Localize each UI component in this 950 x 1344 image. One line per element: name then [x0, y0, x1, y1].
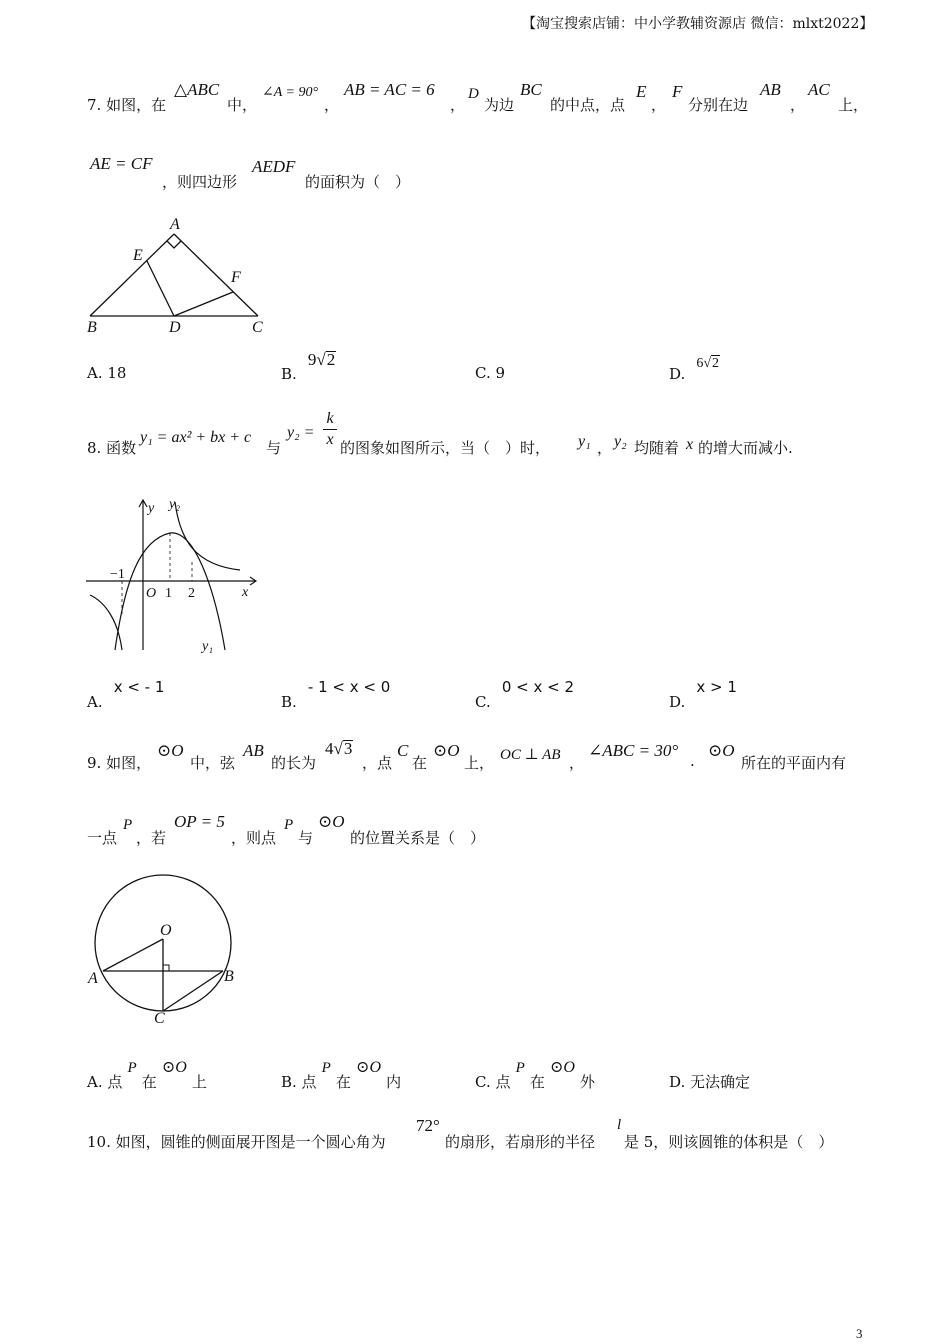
q7-text: 为边	[484, 96, 515, 114]
option-label: C. 点	[475, 1073, 511, 1091]
option-text: 外	[580, 1073, 596, 1091]
option-value: - 1 < x < 0	[307, 678, 391, 696]
label-E: E	[133, 247, 143, 264]
option-text: 在	[335, 1073, 351, 1091]
q7-option-a[interactable]: A. 18	[87, 364, 127, 382]
q7-option-b[interactable]: B. 9√2	[281, 350, 336, 383]
q9-text: 的长为	[271, 754, 317, 772]
label-B: B	[87, 319, 97, 336]
option-text: 内	[386, 1073, 402, 1091]
q7-text: 上，	[838, 96, 869, 114]
label-C: C	[252, 319, 263, 336]
q9-circle-O: ⊙O	[157, 741, 184, 760]
option-value: 6	[696, 356, 704, 371]
radicand: 3	[343, 739, 353, 758]
label-minus1: −1	[110, 567, 125, 582]
q9-circle-O: ⊙O	[708, 741, 735, 760]
label-F: F	[231, 269, 241, 286]
q7-BC: BC	[520, 80, 542, 99]
option-O: ⊙O	[356, 1059, 381, 1076]
option-text: 在	[529, 1073, 545, 1091]
q9-text: 与	[298, 829, 314, 847]
label-2: 2	[188, 586, 195, 601]
q7-text: ，	[651, 96, 667, 114]
q8-option-d[interactable]	[669, 677, 737, 711]
q9-option-b[interactable]	[281, 1056, 402, 1091]
q8-number: 8. 函数	[87, 439, 137, 457]
q7-point-F: F	[672, 82, 683, 101]
q7-text: ，	[790, 96, 806, 114]
option-text: 在	[141, 1073, 157, 1091]
q9-circle-O: ⊙O	[318, 812, 345, 831]
q7-text: ，则四边形	[162, 173, 238, 191]
q9-text: ，则点	[231, 829, 277, 847]
label-y1: y₁	[202, 639, 214, 654]
q7-triangle-figure	[80, 212, 280, 342]
q9-option-d[interactable]: D. 无法确定	[669, 1073, 751, 1091]
option-value: x < - 1	[113, 678, 165, 696]
q9-text: 一点	[87, 829, 118, 847]
radicand: 2	[326, 350, 336, 369]
hyperbola-y2-right	[175, 502, 240, 570]
q7-option-d[interactable]: D. 6√2	[669, 356, 720, 383]
coef: 4	[325, 739, 334, 758]
q8-fraction	[323, 410, 337, 449]
page-header: 【淘宝搜索店铺：中小学教辅资源店 微信：mlxt2022】	[522, 16, 874, 32]
segment-ED	[147, 261, 174, 316]
q7-AC: AC	[808, 80, 830, 99]
label-A: A	[170, 216, 180, 233]
radicand: 2	[712, 356, 720, 371]
numerator: k	[326, 410, 334, 427]
q7-number: 7. 如图，在	[87, 96, 167, 114]
q9-P: P	[284, 817, 294, 833]
q7-point-E: E	[636, 82, 647, 101]
page-number: 3	[856, 1326, 863, 1341]
option-value: 0 < x < 2	[501, 678, 574, 696]
q10-angle: 72°	[416, 1116, 440, 1135]
q7-text: 的中点，点	[550, 96, 626, 114]
segment-DF	[174, 292, 233, 316]
q8-function-y1: y₁ = ax² + bx + c	[140, 429, 252, 446]
q9-P: P	[123, 817, 133, 833]
q9-angle: ∠ABC = 30°	[588, 741, 679, 760]
option-P: P	[127, 1060, 137, 1076]
q9-circle-O: ⊙O	[433, 741, 460, 760]
q8-y1: y₁	[578, 433, 591, 450]
q9-option-a[interactable]	[87, 1056, 207, 1091]
q7-text: 分别在边	[688, 96, 749, 114]
label-B: B	[224, 968, 234, 985]
option-value: x > 1	[696, 678, 737, 696]
q9-text: ，	[569, 754, 585, 772]
right-angle-mark	[163, 965, 169, 971]
q7-option-c[interactable]: C. 9	[475, 364, 506, 382]
q7-text: ，	[450, 96, 466, 114]
label-y: y	[148, 501, 155, 516]
q8-x: x	[686, 436, 694, 453]
option-label: A. 点	[87, 1073, 123, 1091]
q8-option-a[interactable]	[87, 677, 165, 711]
q9-text: 所在的平面内有	[741, 754, 847, 772]
side-AB	[90, 234, 174, 316]
q7-equal-sides: AB = AC = 6	[344, 80, 435, 99]
q10-l: l	[617, 1117, 622, 1133]
q7-point-D: D	[468, 86, 479, 102]
q9-text: 上，	[464, 754, 495, 772]
q8-function-y2: y₂ =	[287, 424, 315, 441]
q8-option-b[interactable]	[281, 677, 391, 711]
q9-AB: AB	[243, 741, 264, 760]
q7-text: 中，	[227, 96, 258, 114]
right-angle-mark	[167, 241, 181, 248]
q9-perpendicular: OC ⊥ AB	[500, 747, 561, 763]
label-x: x	[242, 585, 249, 600]
option-label: D.	[669, 365, 686, 383]
side-AC	[174, 234, 258, 316]
q9-text: ，若	[136, 829, 167, 847]
q9-C: C	[397, 741, 409, 760]
q9-text: 中，弦	[190, 754, 236, 772]
q7-text: ，	[324, 96, 340, 114]
q9-length: 4√3	[325, 739, 353, 758]
segment-OA	[103, 939, 163, 971]
label-O: O	[160, 922, 172, 939]
label-y2: y₂	[169, 497, 181, 512]
q7-angle: ∠A = 90°	[262, 85, 319, 100]
option-label: C.	[475, 693, 491, 711]
option-value: 9	[307, 350, 317, 369]
q9-number: 9. 如图，	[87, 754, 152, 772]
q8-y2: y₂	[614, 433, 627, 450]
label-O: O	[146, 586, 157, 601]
denominator: x	[326, 431, 334, 448]
option-label: A.	[87, 693, 103, 711]
hyperbola-y2-left	[90, 595, 122, 650]
label-D: D	[169, 319, 181, 336]
q8-text: ，	[597, 439, 613, 457]
q9-circle-figure	[80, 865, 250, 1030]
option-label: B.	[281, 693, 297, 711]
q10-text: 10. 如图，圆锥的侧面展开图是一个圆心角为	[87, 1133, 386, 1151]
option-O: ⊙O	[549, 1059, 575, 1076]
q8-text: 的增大而减小.	[698, 439, 793, 457]
q10-text: 是 5，则该圆锥的体积是（ ）	[624, 1133, 834, 1151]
q9-text: ，点	[362, 754, 393, 772]
q7-triangle: △ABC	[174, 80, 220, 99]
q8-option-c[interactable]	[475, 677, 574, 711]
q7-AEDF: AEDF	[252, 157, 296, 176]
q10-text: 的扇形，若扇形的半径	[445, 1133, 596, 1151]
option-label: B. 点	[281, 1073, 317, 1091]
option-P: P	[515, 1060, 525, 1076]
q7-text: 的面积为（ ）	[305, 173, 411, 191]
q9-option-c[interactable]	[475, 1056, 596, 1091]
q7-AB: AB	[760, 80, 781, 99]
q9-text: .	[690, 752, 695, 770]
label-1: 1	[165, 586, 172, 601]
q8-text: 的图象如图所示，当（ ）时，	[340, 439, 551, 457]
q9-OP: OP = 5	[174, 812, 225, 831]
option-P: P	[321, 1060, 331, 1076]
option-label: B.	[281, 365, 297, 383]
q7-AE-CF: AE = CF	[90, 154, 153, 173]
option-label: D.	[669, 693, 686, 711]
segment-CB	[163, 971, 223, 1011]
option-O: ⊙O	[161, 1059, 187, 1076]
label-C: C	[154, 1010, 165, 1027]
q9-text: 的位置关系是（ ）	[350, 829, 486, 847]
q8-graph	[80, 490, 270, 660]
q9-text: 在	[412, 754, 428, 772]
option-text: 上	[191, 1073, 207, 1091]
q8-text: 均随着	[634, 439, 680, 457]
q8-text: 与	[266, 439, 282, 457]
label-A: A	[88, 970, 98, 987]
